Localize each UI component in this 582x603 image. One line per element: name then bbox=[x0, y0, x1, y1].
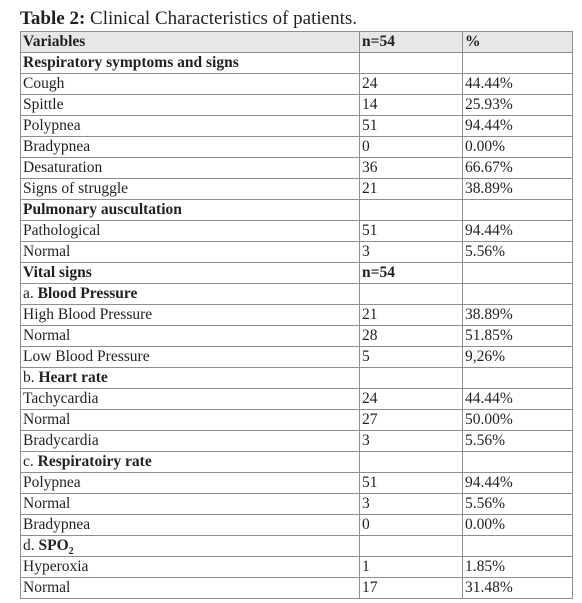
variable-cell bbox=[21, 431, 360, 452]
header-variables: Variables bbox=[21, 32, 360, 53]
variable-cell bbox=[21, 221, 360, 242]
variable-label: Cough bbox=[23, 75, 65, 92]
variable-cell bbox=[21, 158, 360, 179]
table-header-row bbox=[21, 32, 573, 53]
count-cell bbox=[360, 200, 463, 221]
variable-label: Bradypnea bbox=[23, 138, 91, 155]
percent-cell: 5.56% bbox=[463, 431, 573, 452]
variable-label: Spittle bbox=[23, 96, 64, 113]
count-cell: 51 bbox=[360, 473, 463, 494]
variable-label: Pulmonary auscultation bbox=[23, 201, 182, 218]
variable-cell bbox=[21, 263, 360, 284]
variable-label: Respiratory symptoms and signs bbox=[23, 54, 239, 71]
subsection-marker: d. bbox=[23, 537, 39, 554]
table-row bbox=[21, 431, 573, 452]
variable-cell bbox=[21, 74, 360, 95]
count-cell: 3 bbox=[360, 494, 463, 515]
table-row bbox=[21, 557, 573, 578]
table-row bbox=[21, 410, 573, 431]
table-row bbox=[21, 389, 573, 410]
table-row bbox=[21, 137, 573, 158]
table-row bbox=[21, 305, 573, 326]
percent-cell: 5.56% bbox=[463, 494, 573, 515]
count-cell: 28 bbox=[360, 326, 463, 347]
percent-cell: 5.56% bbox=[463, 242, 573, 263]
subsection-marker: a. bbox=[23, 285, 38, 302]
caption-label: Table 2: bbox=[20, 8, 86, 29]
count-cell: 27 bbox=[360, 410, 463, 431]
count-cell: 14 bbox=[360, 95, 463, 116]
percent-cell: 0.00% bbox=[463, 137, 573, 158]
count-cell bbox=[360, 452, 463, 473]
variable-cell bbox=[21, 284, 360, 305]
header-n: n=54 bbox=[360, 32, 463, 53]
variable-label: Normal bbox=[23, 243, 71, 260]
count-cell bbox=[360, 536, 463, 557]
variable-cell bbox=[21, 347, 360, 368]
variable-cell bbox=[21, 515, 360, 536]
percent-cell: 38.89% bbox=[463, 179, 573, 200]
subsection-marker: b. bbox=[23, 369, 39, 386]
count-cell: 24 bbox=[360, 74, 463, 95]
count-cell: 0 bbox=[360, 515, 463, 536]
count-cell: 3 bbox=[360, 242, 463, 263]
variable-label: Normal bbox=[23, 411, 71, 428]
count-cell bbox=[360, 53, 463, 74]
percent-cell: 9,26% bbox=[463, 347, 573, 368]
percent-cell: 31.48% bbox=[463, 578, 573, 599]
variable-label: Normal bbox=[23, 495, 71, 512]
variable-cell bbox=[21, 557, 360, 578]
variable-cell bbox=[21, 242, 360, 263]
count-cell: 1 bbox=[360, 557, 463, 578]
table-row bbox=[21, 473, 573, 494]
percent-cell bbox=[463, 452, 573, 473]
variable-label: Vital signs bbox=[23, 264, 92, 281]
table-row bbox=[21, 158, 573, 179]
variable-cell bbox=[21, 95, 360, 116]
count-cell: 17 bbox=[360, 578, 463, 599]
percent-cell bbox=[463, 53, 573, 74]
table-row bbox=[21, 515, 573, 536]
variable-cell bbox=[21, 326, 360, 347]
header-percent: % bbox=[463, 32, 573, 53]
percent-cell bbox=[463, 263, 573, 284]
count-cell: 0 bbox=[360, 137, 463, 158]
variable-label: Signs of struggle bbox=[23, 180, 129, 197]
percent-cell: 38.89% bbox=[463, 305, 573, 326]
count-cell bbox=[360, 368, 463, 389]
percent-cell bbox=[463, 368, 573, 389]
percent-cell: 44.44% bbox=[463, 389, 573, 410]
variable-cell bbox=[21, 494, 360, 515]
count-cell: 3 bbox=[360, 431, 463, 452]
variable-label: Bradypnea bbox=[23, 516, 91, 533]
variable-cell bbox=[21, 410, 360, 431]
count-cell: 51 bbox=[360, 116, 463, 137]
percent-cell bbox=[463, 200, 573, 221]
count-cell: 21 bbox=[360, 305, 463, 326]
variable-cell bbox=[21, 578, 360, 599]
table-row bbox=[21, 242, 573, 263]
count-cell bbox=[360, 284, 463, 305]
variable-label: Pathological bbox=[23, 222, 101, 239]
count-cell: n=54 bbox=[360, 263, 463, 284]
table-container bbox=[20, 6, 572, 599]
variable-label: Desaturation bbox=[23, 159, 103, 176]
section-row bbox=[21, 368, 573, 389]
count-cell: 36 bbox=[360, 158, 463, 179]
table-caption bbox=[20, 6, 572, 31]
percent-cell: 94.44% bbox=[463, 473, 573, 494]
percent-cell: 25.93% bbox=[463, 95, 573, 116]
variable-cell bbox=[21, 53, 360, 74]
table-row bbox=[21, 221, 573, 242]
variable-cell bbox=[21, 389, 360, 410]
variable-label: Bradycardia bbox=[23, 432, 99, 449]
variable-label: Normal bbox=[23, 579, 71, 596]
percent-cell: 51.85% bbox=[463, 326, 573, 347]
variable-label: SPO bbox=[38, 537, 69, 554]
section-row bbox=[21, 536, 573, 557]
section-row bbox=[21, 452, 573, 473]
percent-cell bbox=[463, 284, 573, 305]
percent-cell: 1.85% bbox=[463, 557, 573, 578]
table-row bbox=[21, 116, 573, 137]
variable-label: Normal bbox=[23, 327, 71, 344]
variable-cell bbox=[21, 473, 360, 494]
percent-cell: 94.44% bbox=[463, 221, 573, 242]
section-row bbox=[21, 284, 573, 305]
section-row bbox=[21, 263, 573, 284]
variable-label: Respiratoiry rate bbox=[37, 453, 152, 470]
variable-label: Blood Pressure bbox=[37, 285, 138, 302]
table-row bbox=[21, 95, 573, 116]
table-row bbox=[21, 74, 573, 95]
variable-label: High Blood Pressure bbox=[23, 306, 153, 323]
table-row bbox=[21, 347, 573, 368]
section-row bbox=[21, 53, 573, 74]
clinical-characteristics-table bbox=[20, 31, 573, 599]
variable-cell bbox=[21, 179, 360, 200]
variable-label: Tachycardia bbox=[23, 390, 99, 407]
subscript-text: 2 bbox=[68, 546, 74, 557]
table-row bbox=[21, 326, 573, 347]
section-row bbox=[21, 200, 573, 221]
table-row bbox=[21, 494, 573, 515]
variable-cell bbox=[21, 452, 360, 473]
table-row bbox=[21, 578, 573, 599]
percent-cell bbox=[463, 536, 573, 557]
count-cell: 51 bbox=[360, 221, 463, 242]
table-row bbox=[21, 179, 573, 200]
variable-cell bbox=[21, 116, 360, 137]
variable-cell bbox=[21, 536, 360, 557]
variable-label: Hyperoxia bbox=[23, 558, 89, 575]
count-cell: 21 bbox=[360, 179, 463, 200]
variable-cell bbox=[21, 200, 360, 221]
percent-cell: 50.00% bbox=[463, 410, 573, 431]
percent-cell: 66.67% bbox=[463, 158, 573, 179]
count-cell: 5 bbox=[360, 347, 463, 368]
variable-cell bbox=[21, 368, 360, 389]
subsection-marker: c. bbox=[23, 453, 38, 470]
variable-cell bbox=[21, 305, 360, 326]
percent-cell: 0.00% bbox=[463, 515, 573, 536]
caption-text: Clinical Characteristics of patients. bbox=[85, 8, 358, 29]
variable-label: Polypnea bbox=[23, 117, 81, 134]
variable-label: Polypnea bbox=[23, 474, 81, 491]
percent-cell: 94.44% bbox=[463, 116, 573, 137]
variable-label: Low Blood Pressure bbox=[23, 348, 150, 365]
percent-cell: 44.44% bbox=[463, 74, 573, 95]
variable-label: Heart rate bbox=[38, 369, 108, 386]
count-cell: 24 bbox=[360, 389, 463, 410]
variable-cell bbox=[21, 137, 360, 158]
